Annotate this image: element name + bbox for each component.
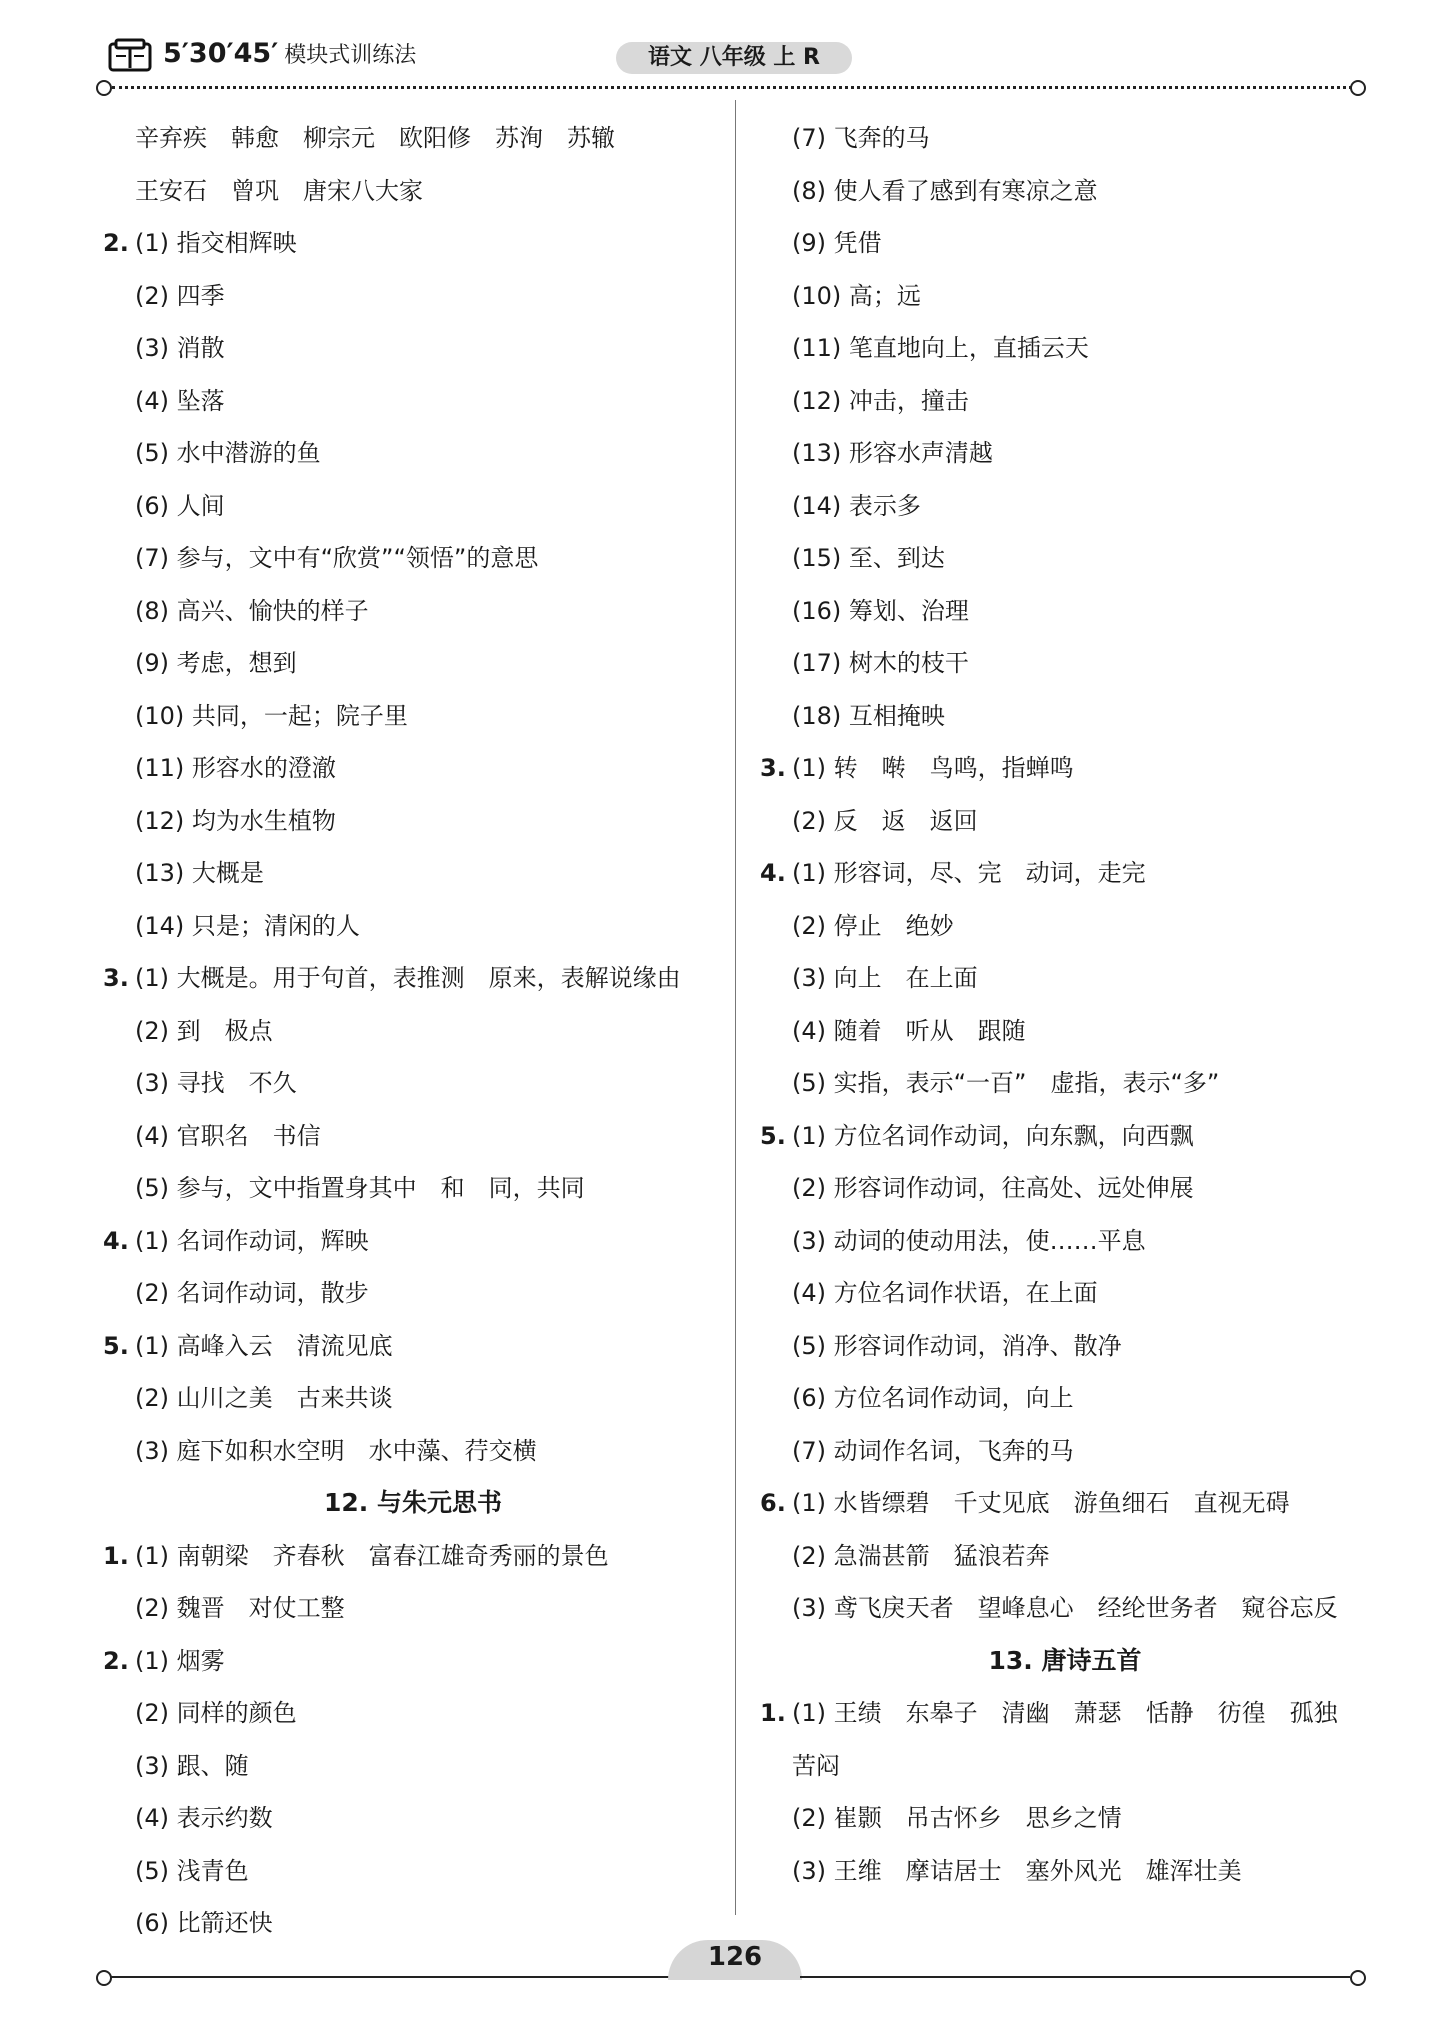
answer-text: (10) 高；远: [792, 281, 921, 310]
answer-line: [760, 1588, 1370, 1641]
answer-line: [103, 1641, 723, 1694]
answer-line: [103, 1588, 723, 1641]
answer-text: (7) 参与，文中有“欣赏”“领悟”的意思: [135, 544, 539, 572]
answer-text: (2) 反 返 返回: [792, 806, 978, 835]
answer-line: [103, 1116, 723, 1169]
answer-text: (10) 共同，一起；院子里: [135, 701, 408, 730]
answer-text: (8) 使人看了感到有寒凉之意: [792, 176, 1098, 205]
answer-line: [103, 696, 723, 749]
answer-line: [103, 1326, 723, 1379]
footer-rule-left: [110, 1976, 670, 1978]
answer-line: [103, 591, 723, 644]
answer-line: [760, 486, 1370, 539]
answer-text: (3) 跟、随: [135, 1751, 249, 1780]
answer-text: (2) 山川之美 古来共谈: [135, 1384, 393, 1412]
answer-line: [103, 1851, 723, 1904]
answer-text: (5) 参与，文中指置身其中 和 同，共同: [135, 1174, 585, 1202]
answer-text: (3) 庭下如积水空明 水中藻、荇交横: [135, 1436, 537, 1465]
answer-text: (5) 形容词作动词，消净、散净: [792, 1331, 1122, 1360]
brand-title: [163, 38, 416, 69]
answer-text: (1) 大概是。用于句首，表推测 原来，表解说缘由: [135, 964, 681, 992]
answer-line: [103, 1273, 723, 1326]
answer-text: (6) 方位名词作动词，向上: [792, 1384, 1074, 1412]
left-column: [103, 118, 723, 1956]
answer-text: (12) 冲击，撞击: [792, 386, 969, 415]
answer-line: [760, 433, 1370, 486]
answer-text: (9) 考虑，想到: [135, 649, 297, 677]
answer-line: [103, 1693, 723, 1746]
answer-line: [103, 643, 723, 696]
answer-line: [103, 1536, 723, 1589]
question-number: 1.: [760, 1699, 786, 1727]
answer-line: [103, 1168, 723, 1221]
answer-text: (2) 四季: [135, 281, 225, 310]
answer-line: [103, 1011, 723, 1064]
answer-line: [760, 1326, 1370, 1379]
answer-text: (5) 实指，表示“一百” 虚指，表示“多”: [792, 1069, 1220, 1097]
answer-line: [760, 1851, 1370, 1904]
answer-text: (4) 官职名 书信: [135, 1121, 321, 1150]
answer-line: [103, 801, 723, 854]
answer-line: [103, 276, 723, 329]
header-ring-left: [96, 80, 112, 96]
answer-text: (1) 转 啭 鸟鸣，指蝉鸣: [792, 754, 1074, 782]
footer-ring-left: [96, 1970, 112, 1986]
answer-text: (11) 形容水的澄澈: [135, 754, 336, 782]
answer-line: [760, 1378, 1370, 1431]
answer-text: (14) 只是；清闲的人: [135, 911, 360, 940]
answer-line: [103, 538, 723, 591]
answer-line: [760, 1746, 1370, 1799]
answer-text: (18) 互相掩映: [792, 701, 945, 730]
answer-line: [760, 538, 1370, 591]
answer-line: [103, 853, 723, 906]
answer-text: (6) 人间: [135, 491, 225, 520]
answer-text: (16) 筹划、治理: [792, 596, 969, 625]
answer-text: (17) 树木的枝干: [792, 649, 969, 677]
answer-text: (2) 名词作动词，散步: [135, 1279, 369, 1307]
question-number: 5.: [103, 1331, 129, 1360]
answer-line: [103, 906, 723, 959]
answer-line: [760, 1483, 1370, 1536]
answer-line: [103, 1378, 723, 1431]
answer-line: [103, 486, 723, 539]
question-number: 4.: [103, 1226, 129, 1255]
answer-text: (1) 指交相辉映: [135, 229, 297, 257]
brand-name: 5′30′45′: [163, 38, 279, 69]
answer-text: (4) 方位名词作状语，在上面: [792, 1279, 1098, 1307]
answer-text: 辛弃疾 韩愈 柳宗元 欧阳修 苏洵 苏辙: [135, 124, 615, 152]
answer-line: [760, 276, 1370, 329]
section-title: 13. 唐诗五首: [988, 1645, 1142, 1675]
answer-line: [760, 1011, 1370, 1064]
book-logo-icon: [108, 38, 152, 72]
page-number: 126: [707, 1942, 763, 1972]
answer-line: [760, 1116, 1370, 1169]
answer-line: [760, 1693, 1370, 1746]
answer-line: [103, 1903, 723, 1956]
answer-line: [760, 171, 1370, 224]
answer-line: [103, 1063, 723, 1116]
question-number: 5.: [760, 1121, 786, 1150]
answer-text: (5) 浅青色: [135, 1856, 249, 1885]
answer-line: [103, 433, 723, 486]
footer-rule-right: [800, 1976, 1350, 1978]
answer-text: (1) 南朝梁 齐春秋 富春江雄奇秀丽的景色: [135, 1541, 609, 1570]
answer-text: (11) 笔直地向上，直插云天: [792, 334, 1089, 362]
answer-line: [103, 328, 723, 381]
answer-text: (2) 魏晋 对仗工整: [135, 1594, 345, 1622]
answer-text: (5) 水中潜游的鱼: [135, 439, 321, 467]
header-dotted-rule: [112, 86, 1352, 89]
answer-line: [760, 223, 1370, 276]
answer-text: (1) 名词作动词，辉映: [135, 1226, 369, 1255]
answer-text: (2) 同样的颜色: [135, 1699, 297, 1727]
question-number: 2.: [103, 229, 129, 257]
question-number: 2.: [103, 1646, 129, 1675]
answer-line: [760, 381, 1370, 434]
question-number: 6.: [760, 1489, 786, 1517]
answer-text: (2) 崔颢 吊古怀乡 思乡之情: [792, 1804, 1122, 1832]
answer-text: (4) 表示约数: [135, 1804, 273, 1832]
answer-line: [103, 748, 723, 801]
answer-text: (3) 消散: [135, 334, 225, 362]
answer-line: [103, 1798, 723, 1851]
answer-text: (3) 动词的使动用法，使……平息: [792, 1226, 1146, 1255]
question-number: 3.: [760, 754, 786, 782]
answer-text: (2) 到 极点: [135, 1016, 273, 1045]
answer-text: (3) 寻找 不久: [135, 1069, 297, 1097]
answer-line: [760, 591, 1370, 644]
answer-line: [760, 118, 1370, 171]
answer-text: 苦闷: [792, 1751, 840, 1780]
answer-text: (15) 至、到达: [792, 544, 945, 572]
answer-text: (2) 急湍甚箭 猛浪若奔: [792, 1541, 1050, 1570]
footer-ring-right: [1350, 1970, 1366, 1986]
answer-line: [760, 1798, 1370, 1851]
answer-text: (3) 王维 摩诘居士 塞外风光 雄浑壮美: [792, 1856, 1242, 1885]
answer-line: [760, 643, 1370, 696]
question-number: 4.: [760, 859, 786, 887]
answer-line: [760, 1536, 1370, 1589]
answer-text: (6) 比箭还快: [135, 1909, 273, 1937]
answer-text: (1) 王绩 东皋子 清幽 萧瑟 恬静 彷徨 孤独: [792, 1699, 1338, 1727]
subject-grade-badge: 语文 八年级 上 R: [616, 42, 852, 74]
answer-text: (4) 坠落: [135, 386, 225, 415]
answer-line: [103, 223, 723, 276]
question-number: 3.: [103, 964, 129, 992]
answer-line: [760, 1168, 1370, 1221]
answer-text: (8) 高兴、愉快的样子: [135, 596, 369, 625]
answer-line: [760, 328, 1370, 381]
answer-text: (3) 鸢飞戾天者 望峰息心 经纶世务者 窥谷忘反: [792, 1594, 1338, 1622]
answer-line: [103, 958, 723, 1011]
answer-text: (2) 形容词作动词，往高处、远处伸展: [792, 1174, 1194, 1202]
answer-line: [760, 1273, 1370, 1326]
answer-text: (2) 停止 绝妙: [792, 911, 954, 940]
answer-line: [760, 906, 1370, 959]
question-number: 1.: [103, 1541, 129, 1570]
brand-subtitle: 模块式训练法: [284, 43, 417, 68]
page-header: [0, 0, 1433, 100]
answer-text: (13) 大概是: [135, 859, 264, 887]
answer-text: (3) 向上 在上面: [792, 964, 978, 992]
answer-text: (12) 均为水生植物: [135, 806, 336, 835]
answer-line: [103, 171, 723, 224]
answer-text: (7) 动词作名词，飞奔的马: [792, 1436, 1074, 1465]
answer-text: (1) 形容词，尽、完 动词，走完: [792, 859, 1146, 887]
answer-line: [103, 1746, 723, 1799]
answer-text: (14) 表示多: [792, 491, 921, 520]
answer-line: [760, 853, 1370, 906]
right-column: [760, 118, 1370, 1903]
answer-text: (1) 烟雾: [135, 1646, 225, 1675]
answer-line: [760, 958, 1370, 1011]
answer-line: [760, 696, 1370, 749]
answer-text: (1) 水皆缥碧 千丈见底 游鱼细石 直视无碍: [792, 1489, 1290, 1517]
answer-line: [103, 1221, 723, 1274]
section-title: 12. 与朱元思书: [324, 1488, 502, 1517]
answer-line: [760, 748, 1370, 801]
answer-line: [760, 1431, 1370, 1484]
header-ring-right: [1350, 80, 1366, 96]
answer-line: [103, 1431, 723, 1484]
answer-line: [760, 1221, 1370, 1274]
answer-text: (1) 高峰入云 清流见底: [135, 1331, 393, 1360]
answer-line: [760, 801, 1370, 854]
answer-text: (13) 形容水声清越: [792, 439, 993, 467]
answer-line: [103, 118, 723, 171]
answer-line: [103, 381, 723, 434]
column-divider: [735, 100, 736, 1915]
answer-text: (7) 飞奔的马: [792, 124, 930, 152]
answer-text: (4) 随着 听从 跟随: [792, 1016, 1026, 1045]
answer-text: (1) 方位名词作动词，向东飘，向西飘: [792, 1121, 1194, 1150]
answer-line: [760, 1063, 1370, 1116]
answer-text: (9) 凭借: [792, 229, 882, 257]
answer-text: 王安石 曾巩 唐宋八大家: [135, 176, 423, 205]
